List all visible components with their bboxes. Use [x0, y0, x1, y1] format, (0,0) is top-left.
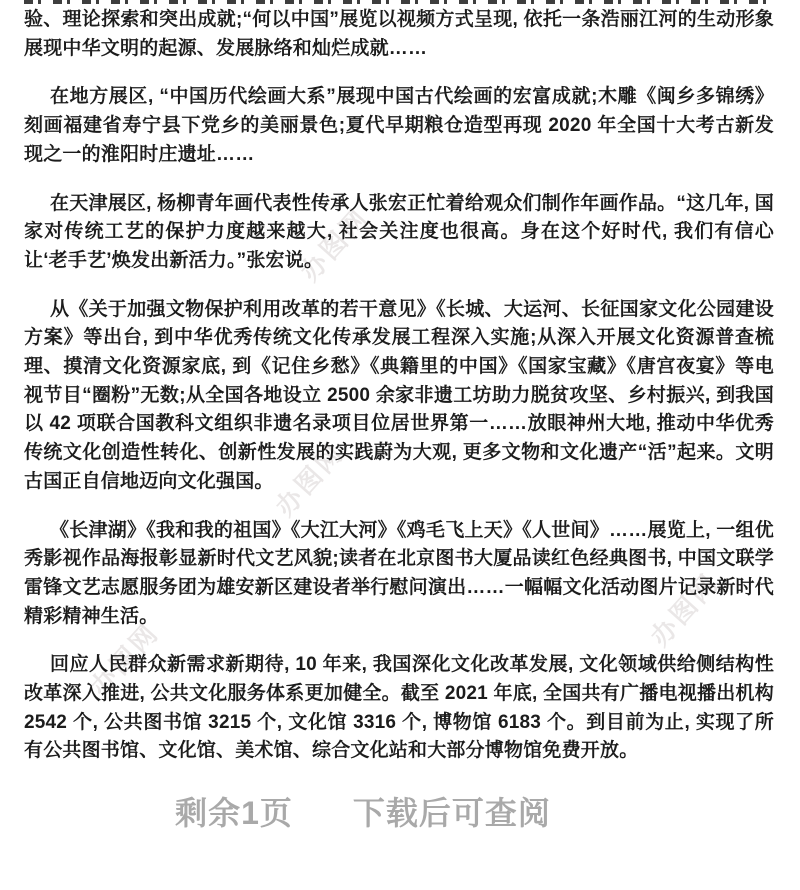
paragraph: 验、理论探索和突出成就;“何以中国”展览以视频方式呈现, 依托一条浩丽江河的生动形象展现中华文明的起源、发展脉络和灿烂成就…… — [24, 9, 774, 59]
document-body — [24, 6, 774, 786]
clipped-text-remnant — [24, 0, 772, 4]
preview-footer — [0, 788, 763, 834]
watermark: 办图网 — [644, 567, 725, 652]
remaining-pages-label: 剩余1页 — [175, 795, 293, 831]
watermark: 办图网 — [269, 437, 350, 522]
download-hint-label: 下载后可查阅 — [352, 795, 551, 831]
paragraph: 在地方展区, “中国历代绘画大系”展现中国古代绘画的宏富成就;木雕《闽乡多锦绣》刻画福建省寿宁县下党乡的美丽景色;夏代早期粮仓造型再现 2020 年全国十大考古新发现之一的淮阳时庄遗址…… — [24, 86, 774, 165]
paragraph: 在天津展区, 杨柳青年画代表性传承人张宏正忙着给观众们制作年画作品。“这几年, 国家对传统工艺的保护力度越来越大, 社会关注度也很高。身在这个好时代, 我们有信心让‘老手艺’焕发出新活力。”张宏说。 — [24, 192, 774, 271]
paragraph: 回应人民群众新需求新期待, 10 年来, 我国深化文化改革发展, 文化领域供给侧结构性改革深入推进, 公共文化服务体系更加健全。截至 2021 年底, 全国共有广播电视播出机构 2542 个, 公共图书馆 3215 个, 文化馆 3316 个, 博物馆 6183 个。到目前为止, 实现了所有公共图书馆、文化馆、美术馆、综合文化站和大部分博物馆免费开放。 — [24, 654, 774, 762]
paragraph: 《长津湖》《我和我的祖国》《大江大河》《鸡毛飞上天》《人世间》……展览上, 一组优秀影视作品海报彰显新时代文艺风貌;读者在北京图书大厦品读红色经典图书, 中国文联学雷锋文艺志愿服务团为雄安新区建设者举行慰问演出……一幅幅文化活动图片记录新时代精彩精神生活。 — [24, 519, 774, 627]
watermark: 办图网 — [294, 202, 375, 287]
paragraph: 从《关于加强文物保护利用改革的若干意见》《长城、大运河、长征国家文化公园建设方案》等出台, 到中华优秀传统文化传承发展工程深入实施;从深入开展文化资源普查梳理、摸清文化资源家底, 到《记住乡愁》《典籍里的中国》《国家宝藏》《唐宫夜宴》等电视节目“圈粉”无数;从全国各地设立 2500 余家非遗工坊助力脱贫攻坚、乡村振兴, 到我国以 42 项联合国教科文组织非遗名录项目位居世界第一……放眼神州大地, 推动中华优秀传统文化创造性转化、创新性发展的实践蔚为大观, 更多文物和文化遗产“活”起来。文明古国正自信地迈向文化强国。 — [24, 298, 774, 492]
watermark: 办图网 — [84, 617, 165, 702]
